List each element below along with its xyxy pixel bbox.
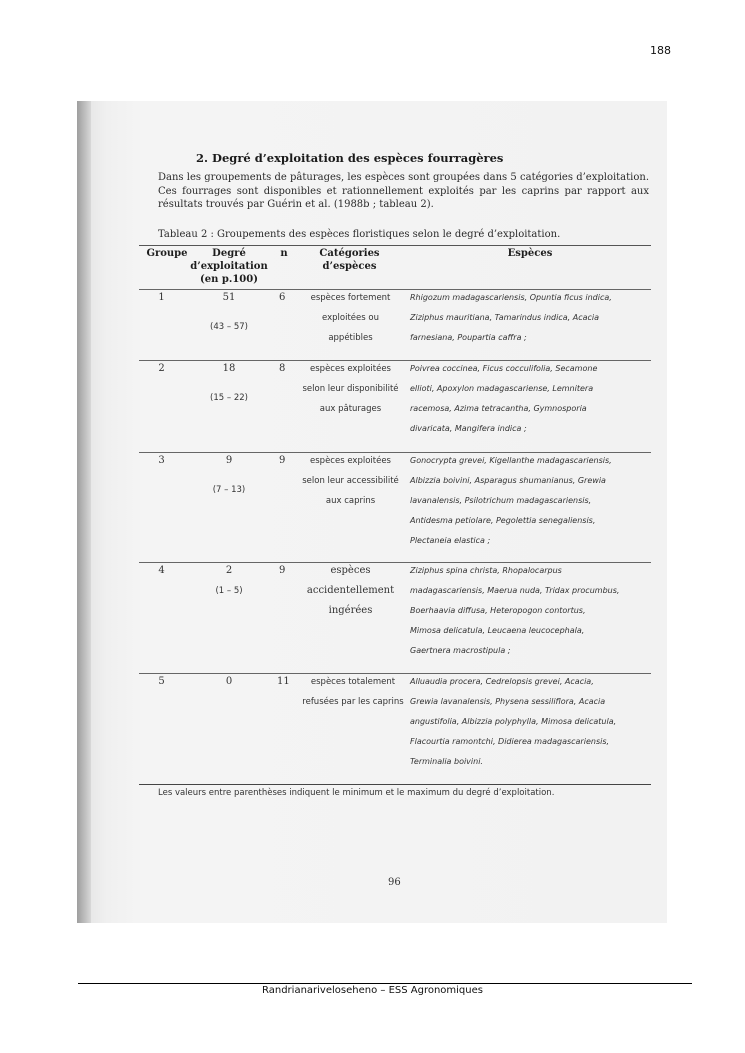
cell-especes-line: ellioti, Apoxylon madagascariense, Lemnitera: [410, 384, 594, 393]
cell-degre-range: (15 – 22): [210, 393, 248, 403]
cell-degre: 2: [225, 565, 233, 576]
cell-degre-range: (7 – 13): [212, 485, 246, 495]
cell-especes-line: Flacourtia ramontchi, Didierea madagascariensis,: [410, 737, 610, 746]
cell-especes-line: Ziziphus spina christa, Rhopalocarpus: [410, 566, 562, 575]
cell-especes-line: Mimosa delicatula, Leucaena leucocephala,: [410, 626, 585, 635]
header-especes: Espèces: [507, 248, 553, 259]
cell-degre: 18: [222, 363, 236, 374]
table-top-rule: [139, 245, 651, 246]
cell-categorie-line: espèces: [330, 565, 371, 576]
cell-especes-line: Alluaudia procera, Cedrelopsis grevei, Acacia,: [410, 677, 594, 686]
cell-especes-line: Boerhaavia diffusa, Heteropogon contortus,: [410, 606, 586, 615]
cell-especes-line: Rhigozum madagascariensis, Opuntia ficus indica,: [410, 293, 612, 302]
scan-binding-shadow: [77, 101, 91, 923]
cell-especes-line: Grewia lavanalensis, Physena sessiliflora, Acacia: [410, 697, 606, 706]
cell-especes-line: angustifolia, Albizzia polyphylla, Mimosa delicatula,: [410, 717, 617, 726]
cell-categorie-line: selon leur accessibilité: [302, 476, 399, 486]
cell-degre: 9: [225, 455, 233, 466]
footer-text: Randrianariveloseheno – ESS Agronomiques: [262, 985, 483, 996]
cell-groupe: 1: [158, 292, 165, 303]
cell-especes-line: Terminalia boivini.: [410, 757, 483, 766]
cell-especes-line: Plectaneia elastica ;: [410, 536, 491, 545]
cell-categorie-line: exploitées ou: [322, 313, 379, 323]
cell-categorie-line: espèces totalement: [310, 677, 396, 687]
cell-groupe: 3: [158, 455, 165, 466]
cell-especes-line: Ziziphus mauritiana, Tamarindus indica, Acacia: [410, 313, 600, 322]
table-bottom-rule: [139, 784, 651, 785]
page-number: 188: [650, 44, 671, 57]
cell-categorie-line: espèces exploitées: [310, 364, 391, 374]
cell-especes-line: farnesiana, Poupartia caffra ;: [410, 333, 527, 342]
cell-especes-line: Poivrea coccinea, Ficus cocculifolia, Secamone: [410, 364, 598, 373]
cell-categorie-line: aux pâturages: [319, 404, 382, 414]
section-title: 2. Degré d’exploitation des espèces fourragères: [196, 151, 504, 165]
footer-rule: [78, 983, 692, 984]
header-categories-line1: Catégories: [319, 248, 380, 259]
cell-degre: 0: [225, 676, 233, 687]
cell-especes-line: divaricata, Mangifera indica ;: [410, 424, 527, 433]
cell-groupe: 5: [158, 676, 165, 687]
cell-n: 9: [279, 565, 286, 576]
intro-paragraph: Dans les groupements de pâturages, les espèces sont groupées dans 5 catégories d’exploitation. Ces fourrages sont disponibles et rationnellement exploités par les caprins par rapport aux résultats trouvés par Guérin et al. (1988b ; tableau 2).: [158, 172, 649, 210]
header-categories-line2: d’espèces: [322, 261, 377, 272]
cell-groupe: 4: [158, 565, 165, 576]
cell-especes-line: racemosa, Azima tetracantha, Gymnosporia: [410, 404, 587, 413]
scan-page-number: 96: [388, 877, 401, 888]
cell-especes-line: lavanalensis, Psilotrichum madagascariensis,: [410, 496, 592, 505]
cell-especes-line: Gaertnera macrostipula ;: [410, 646, 511, 655]
cell-n: 6: [279, 292, 286, 303]
table-caption: Tableau 2 : Groupements des espèces floristiques selon le degré d’exploitation.: [158, 229, 561, 240]
header-degre-line3: (en p.100): [200, 274, 258, 285]
cell-n: 8: [279, 363, 286, 374]
cell-categorie-line: ingérées: [328, 605, 373, 616]
header-degre-line2: d’exploitation: [190, 261, 268, 272]
header-groupe: Groupe: [146, 248, 188, 259]
cell-especes-line: madagascariensis, Maerua nuda, Tridax procumbus,: [410, 586, 620, 595]
cell-n: 11: [277, 676, 290, 687]
cell-categorie-line: espèces exploitées: [310, 456, 391, 466]
cell-degre-range: (43 – 57): [210, 322, 248, 332]
header-degre-line1: Degré: [212, 248, 246, 259]
cell-categorie-line: espèces fortement: [310, 293, 391, 303]
cell-n: 9: [279, 455, 286, 466]
cell-groupe: 2: [158, 363, 165, 374]
cell-degre-range: (1 – 5): [215, 586, 243, 596]
scanned-page: [77, 101, 667, 923]
cell-categorie-line: refusées par les caprins: [302, 697, 404, 707]
cell-categorie-line: appétibles: [328, 333, 373, 343]
cell-categorie-line: selon leur disponibilité: [302, 384, 399, 394]
header-n: n: [280, 248, 288, 259]
table-footnote: Les valeurs entre parenthèses indiquent le minimum et le maximum du degré d’exploitation.: [158, 788, 555, 798]
cell-categorie-line: aux caprins: [325, 496, 376, 506]
cell-especes-line: Antidesma petiolare, Pegolettia senegaliensis,: [410, 516, 596, 525]
cell-degre: 51: [222, 292, 236, 303]
cell-categorie-line: accidentellement: [306, 585, 395, 596]
cell-especes-line: Gonocrypta grevei, Kigellanthe madagascariensis,: [410, 456, 612, 465]
cell-especes-line: Albizzia boivini, Asparagus shumanianus, Grewia: [410, 476, 606, 485]
